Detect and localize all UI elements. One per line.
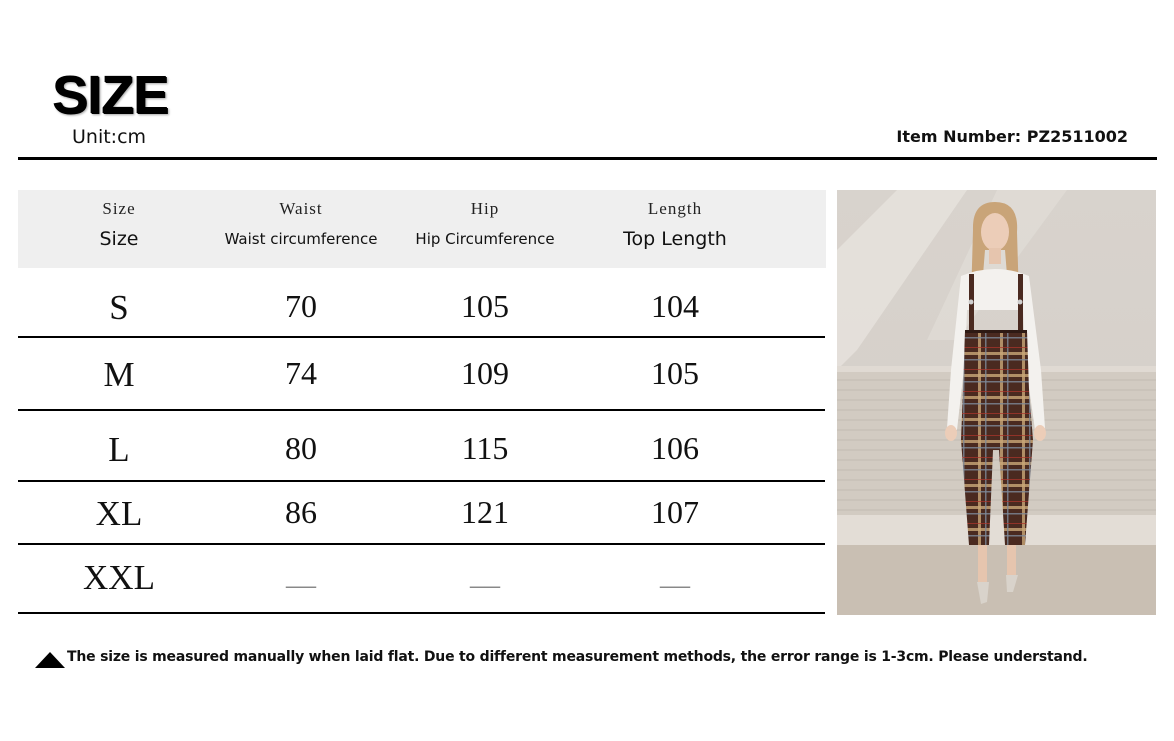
cell-length: 106 (651, 430, 699, 466)
cell-waist: 74 (285, 355, 317, 391)
column-sublabel: Size (99, 228, 139, 250)
cell-hip: 105 (461, 288, 509, 324)
column-label: Hip (470, 199, 500, 218)
cell-length: 105 (651, 355, 699, 391)
cell-waist: 86 (285, 494, 317, 530)
cell-length: 104 (651, 288, 699, 324)
cell-hip: __ (470, 558, 500, 591)
row-divider (18, 480, 825, 482)
column-header-size (18, 190, 220, 268)
product-photo (837, 190, 1156, 615)
cell-hip: 121 (461, 494, 509, 530)
cell-size: XL (95, 494, 143, 533)
column-label: Size (102, 199, 136, 218)
size-table (18, 190, 826, 597)
header-divider (18, 157, 1157, 160)
column-label: Length (647, 199, 703, 218)
column-header-length (586, 190, 764, 268)
cell-hip: 109 (461, 355, 509, 391)
cell-waist: 70 (285, 288, 317, 324)
cell-size: L (108, 430, 130, 469)
row-divider (18, 409, 825, 411)
column-sublabel: Top Length (623, 228, 727, 250)
cell-size: S (109, 288, 129, 327)
column-sublabel: Waist circumference (224, 230, 378, 248)
table-header (18, 190, 826, 268)
item-number: Item Number: PZ2511002 (896, 127, 1128, 146)
column-label: Waist (279, 199, 323, 218)
cell-hip: 115 (461, 430, 509, 466)
column-header-waist (215, 190, 387, 268)
cell-size: M (103, 355, 135, 394)
measurement-note (35, 646, 1087, 668)
unit-label: Unit:cm (72, 126, 147, 148)
row-divider (18, 543, 825, 545)
cell-waist: 80 (285, 430, 317, 466)
page-title: SIZE (52, 65, 169, 125)
cell-size: XXL (83, 558, 155, 597)
cell-waist: __ (286, 558, 316, 591)
model-illustration (837, 190, 1156, 615)
cell-length: 107 (651, 494, 699, 530)
triangle-icon (35, 652, 65, 668)
row-divider (18, 336, 825, 338)
cell-length: __ (660, 558, 690, 591)
row-divider (18, 612, 825, 614)
column-header-hip (398, 190, 572, 268)
note-text: The size is measured manually when laid flat. Due to different measurement methods, the error range is 1-3cm. Please understand. (67, 649, 1088, 665)
column-sublabel: Hip Circumference (415, 230, 555, 248)
